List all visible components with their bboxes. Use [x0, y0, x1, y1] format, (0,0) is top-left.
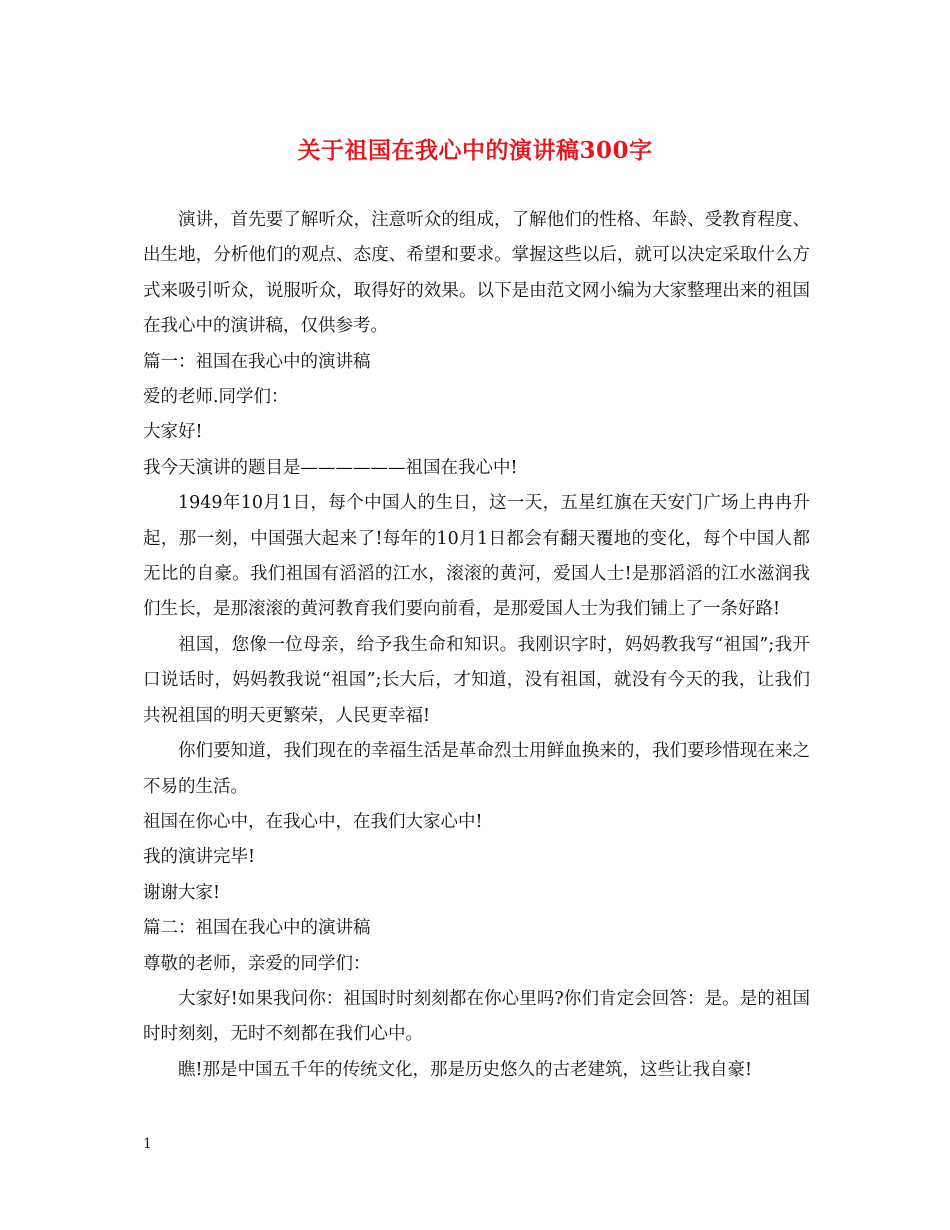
- paragraph-question: 大家好!如果我问你：祖国时时刻刻都在你心里吗?你们肯定会回答：是。是的祖国时时刻刻，无时不刻都在我们心中。: [143, 988, 810, 1045]
- greeting-1: 大家好!: [143, 422, 203, 443]
- paragraph-cherish-life: 你们要知道，我们现在的幸福生活是革命烈士用鲜血换来的，我们要珍惜现在来之不易的生活。: [143, 741, 810, 797]
- page-number: 1: [143, 1136, 152, 1152]
- paragraph-motherland-mother: 祖国，您像一位母亲，给予我生命和知识。我刚识字时，妈妈教我写“祖国”;我开口说话时，妈妈教我说“祖国”;长大后，才知道，没有祖国，就没有今天的我，让我们共祝祖国的明天更繁荣，人民更幸福!: [143, 634, 810, 726]
- speech-topic: 我今天演讲的题目是——————祖国在我心中!: [143, 457, 518, 478]
- salutation-2: 尊敬的老师，亲爱的同学们：: [143, 953, 371, 974]
- section-heading-2: 篇二：祖国在我心中的演讲稿: [143, 918, 371, 939]
- closing-line: 祖国在你心中，在我心中，在我们大家心中!: [143, 811, 483, 832]
- section-heading-1: 篇一：祖国在我心中的演讲稿: [143, 351, 371, 372]
- salutation-1: 爱的老师.同学们：: [143, 387, 289, 408]
- speech-finished: 我的演讲完毕!: [143, 847, 256, 868]
- document-body: [143, 203, 810, 1088]
- paragraph-intro: 演讲，首先要了解听众，注意听众的组成，了解他们的性格、年龄、受教育程度、出生地，分析他们的观点、态度、希望和要求。掌握这些以后，就可以决定采取什么方式来吸引听众，说服听众，取得好的效果。以下是由范文网小编为大家整理出来的祖国在我心中的演讲稿，仅供参考。: [143, 210, 810, 337]
- document-title: 关于祖国在我心中的演讲稿300字: [297, 137, 653, 164]
- paragraph-culture: 瞧!那是中国五千年的传统文化，那是历史悠久的古老建筑，这些让我自豪!: [178, 1059, 753, 1080]
- paragraph-1949: 1949年10月1日，每个中国人的生日，这一天，五星红旗在天安门广场上冉冉升起，那一刻，中国强大起来了!每年的10月1日都会有翻天覆地的变化，每个中国人都无比的自豪。我们祖国有滔滔的江水，滚滚的黄河，爱国人士!是那滔滔的江水滋润我们生长，是那滚滚的黄河教育我们要向前看，是那爱国人士为我们铺上了一条好路!: [143, 493, 810, 620]
- thanks-line: 谢谢大家!: [143, 882, 221, 903]
